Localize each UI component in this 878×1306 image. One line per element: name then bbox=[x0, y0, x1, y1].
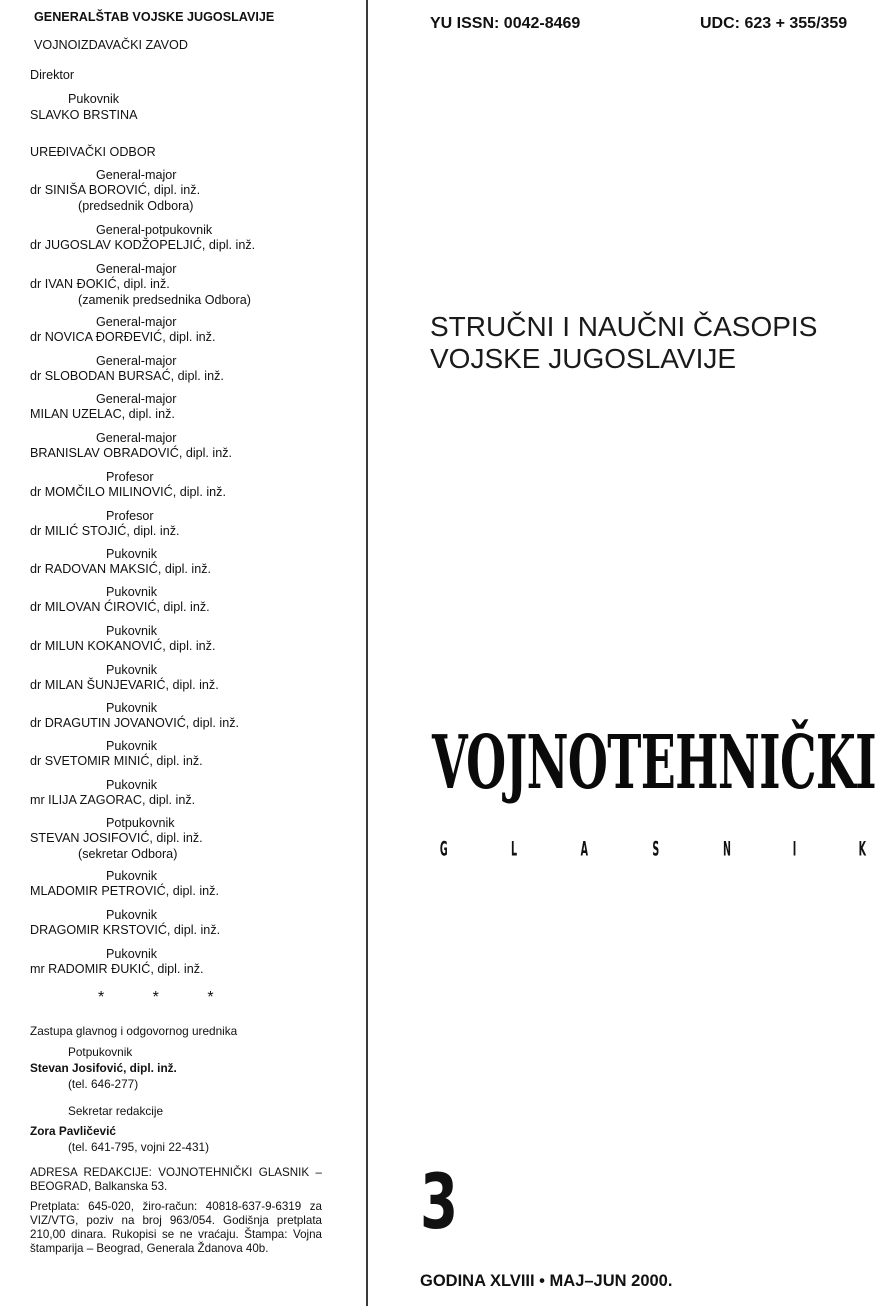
board-rank: Pukovnik bbox=[106, 869, 158, 883]
board-rank: General-major bbox=[96, 392, 177, 406]
board-rank: Pukovnik bbox=[106, 663, 158, 677]
board-rank: Potpukovnik bbox=[106, 816, 175, 830]
subscription-info: Pretplata: 645-020, žiro-račun: 40818-637-9-6319 za VIZ/VTG, poziv na broj 963/054. Godišnja pretplata 210,00 dinara. Rukopisi se ne vraćaju. Štampa: Vojna štamparija – Beograd, Generala Ždanova 40b. bbox=[30, 1200, 322, 1255]
board-rank: Profesor bbox=[106, 509, 154, 523]
director-rank: Pukovnik bbox=[68, 92, 120, 106]
column-divider bbox=[366, 0, 368, 1306]
glasnik-subtitle bbox=[436, 837, 870, 860]
glasnik-letter: S bbox=[651, 837, 659, 861]
board-name: dr MILIĆ STOJIĆ, dipl. inž. bbox=[30, 524, 180, 538]
board-rank: General-major bbox=[96, 262, 177, 276]
institute: VOJNOIZDAVAČKI ZAVOD bbox=[34, 38, 188, 52]
board-name: dr DRAGUTIN JOVANOVIĆ, dipl. inž. bbox=[30, 716, 240, 730]
board-rank: General-major bbox=[96, 431, 177, 445]
director-label: Direktor bbox=[30, 68, 75, 82]
board-rank: General-major bbox=[96, 168, 177, 182]
deputy-tel: (tel. 646-277) bbox=[68, 1077, 139, 1091]
board-name: dr MOMČILO MILINOVIĆ, dipl. inž. bbox=[30, 485, 226, 499]
board-name: dr NOVICA ĐORĐEVIĆ, dipl. inž. bbox=[30, 330, 216, 344]
board-name: dr IVAN ĐOKIĆ, dipl. inž. bbox=[30, 277, 170, 291]
board-rank: General-major bbox=[96, 354, 177, 368]
deputy-name: Stevan Josifović, dipl. inž. bbox=[30, 1061, 177, 1075]
issue-date: GODINA XLVIII • MAJ–JUN 2000. bbox=[420, 1272, 673, 1290]
board-rank: Pukovnik bbox=[106, 701, 158, 715]
board-name: mr RADOMIR ĐUKIĆ, dipl. inž. bbox=[30, 962, 204, 976]
board-name: dr RADOVAN MAKSIĆ, dipl. inž. bbox=[30, 562, 212, 576]
board-name: dr JUGOSLAV KODŽOPELJIĆ, dipl. inž. bbox=[30, 238, 256, 252]
glasnik-letter: K bbox=[858, 837, 867, 861]
glasnik-letter: N bbox=[722, 837, 731, 861]
section-separator-stars: * * * bbox=[98, 989, 236, 1006]
board-name: DRAGOMIR KRSTOVIĆ, dipl. inž. bbox=[30, 923, 221, 937]
director-name: SLAVKO BRSTINA bbox=[30, 108, 138, 122]
board-rank: Pukovnik bbox=[106, 624, 158, 638]
board-name: BRANISLAV OBRADOVIĆ, dipl. inž. bbox=[30, 446, 233, 460]
board-rank: Pukovnik bbox=[106, 908, 158, 922]
publisher: GENERALŠTAB VOJSKE JUGOSLAVIJE bbox=[34, 10, 275, 24]
secretary-tel: (tel. 641-795, vojni 22-431) bbox=[68, 1140, 209, 1154]
editorial-address: ADRESA REDAKCIJE: VOJNOTEHNIČKI GLASNIK – BEOGRAD, Balkanska 53. bbox=[30, 1166, 322, 1193]
glasnik-letter: A bbox=[580, 837, 589, 861]
board-title: UREĐIVAČKI ODBOR bbox=[30, 145, 156, 159]
board-rank: Pukovnik bbox=[106, 585, 158, 599]
subtitle-line-1: STRUČNI I NAUČNI ČASOPIS bbox=[430, 311, 818, 342]
board-note: (sekretar Odbora) bbox=[78, 847, 178, 861]
board-name: dr SLOBODAN BURSAĆ, dipl. inž. bbox=[30, 369, 224, 383]
board-name: dr MILAN ŠUNJEVARIĆ, dipl. inž. bbox=[30, 678, 219, 692]
board-rank: Profesor bbox=[106, 470, 154, 484]
board-rank: Pukovnik bbox=[106, 547, 158, 561]
issn: YU ISSN: 0042-8469 bbox=[430, 15, 581, 32]
board-rank: General-potpukovnik bbox=[96, 223, 213, 237]
board-name: dr MILUN KOKANOVIĆ, dipl. inž. bbox=[30, 639, 216, 653]
board-note: (zamenik predsednika Odbora) bbox=[78, 293, 251, 307]
subtitle-line-2: VOJSKE JUGOSLAVIJE bbox=[430, 343, 737, 374]
deputy-rank: Potpukovnik bbox=[68, 1045, 133, 1059]
board-name: dr SINIŠA BOROVIĆ, dipl. inž. bbox=[30, 183, 201, 197]
board-name: STEVAN JOSIFOVIĆ, dipl. inž. bbox=[30, 831, 203, 845]
board-name: MLADOMIR PETROVIĆ, dipl. inž. bbox=[30, 884, 219, 898]
issue-number: 3 bbox=[420, 1157, 459, 1246]
board-note: (predsednik Odbora) bbox=[78, 199, 194, 213]
board-rank: General-major bbox=[96, 315, 177, 329]
board-name: MILAN UZELAC, dipl. inž. bbox=[30, 407, 175, 421]
deputy-label: Zastupa glavnog i odgovornog urednika bbox=[30, 1024, 238, 1038]
glasnik-letter: I bbox=[793, 837, 797, 861]
udc: UDC: 623 + 355/359 bbox=[700, 15, 848, 32]
board-rank: Pukovnik bbox=[106, 778, 158, 792]
secretary-name: Zora Pavličević bbox=[30, 1124, 116, 1138]
glasnik-letter: L bbox=[511, 837, 518, 861]
board-name: dr MILOVAN ĆIROVIĆ, dipl. inž. bbox=[30, 600, 210, 614]
board-name: dr SVETOMIR MINIĆ, dipl. inž. bbox=[30, 754, 203, 768]
glasnik-letter: G bbox=[439, 837, 448, 861]
board-name: mr ILIJA ZAGORAC, dipl. inž. bbox=[30, 793, 196, 807]
board-rank: Pukovnik bbox=[106, 947, 158, 961]
board-rank: Pukovnik bbox=[106, 739, 158, 753]
journal-title-masthead: VOJNOTEHNIČKI bbox=[432, 720, 877, 806]
secretary-label: Sekretar redakcije bbox=[68, 1104, 164, 1118]
